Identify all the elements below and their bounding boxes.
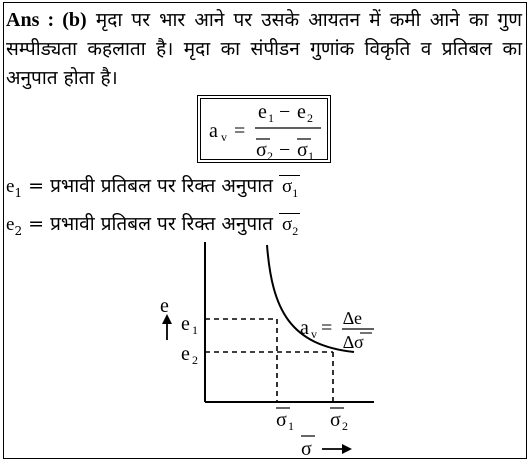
definition-e2-sub: 2	[14, 223, 23, 238]
formula-den-s1: σ	[297, 139, 308, 161]
curve-label-sub: v	[311, 327, 317, 341]
graph-e1-label: e	[181, 313, 190, 335]
definition-e1-symbol: e	[6, 176, 15, 197]
graph-sigma2-label: σ	[330, 409, 341, 431]
graph-sigma1-label: σ	[276, 409, 287, 431]
formula-num-e2: e	[297, 101, 306, 123]
graph-y-label: e	[160, 295, 169, 317]
answer-prefix: Ans : (b)	[6, 9, 87, 31]
graph-e1-sub: 1	[192, 323, 198, 337]
definition-e1-text: = प्रभावी प्रतिबल पर रिक्त अनुपात	[22, 175, 273, 197]
formula-num-e1: e	[258, 101, 267, 123]
formula-num-e1-sub: 1	[268, 111, 274, 125]
formula-num-e2-sub: 2	[307, 111, 313, 125]
formula-lhs: a	[209, 120, 218, 142]
curve-label-num: ∆e	[343, 308, 363, 328]
graph-sigma1-sub: 1	[288, 419, 294, 433]
graph-e2-label: e	[181, 343, 190, 365]
formula-den-s1-sub: 1	[308, 149, 314, 163]
definition-e2-text: = प्रभावी प्रतिबल पर रिक्त अनुपात	[22, 213, 273, 235]
formula-eq: =	[234, 120, 246, 142]
curve-label-eq: =	[321, 317, 333, 339]
formula-num-minus: −	[279, 101, 291, 123]
answer-text: मृदा पर भार आने पर उसके आयतन में कमी आने का गुण सम्पीड्यता कहलाता है। मृदा का संपीडन गुणांक विकृति व प्रतिबल का अनुपात होता है।	[6, 9, 522, 89]
formula-den-s2-sub: 2	[267, 149, 273, 163]
graph-x-label: σ	[301, 438, 312, 460]
graph-sigma2-sub: 2	[342, 419, 348, 433]
formula-lhs-sub: v	[221, 130, 227, 144]
graph-e2-sub: 2	[192, 353, 198, 367]
definition-e2-sigma: $\sigma_2$	[279, 213, 300, 242]
formula-den-s2: σ	[256, 139, 267, 161]
definition-e1-sigma: $\sigma_1$	[279, 175, 300, 204]
definition-e2-symbol: e	[6, 214, 15, 235]
definition-e1-sub: 1	[14, 185, 23, 200]
curve-label: a	[300, 317, 309, 339]
formula-den-minus: −	[279, 139, 291, 161]
right-arrow-icon	[342, 444, 352, 454]
curve-label-den: ∆σ	[343, 332, 364, 352]
